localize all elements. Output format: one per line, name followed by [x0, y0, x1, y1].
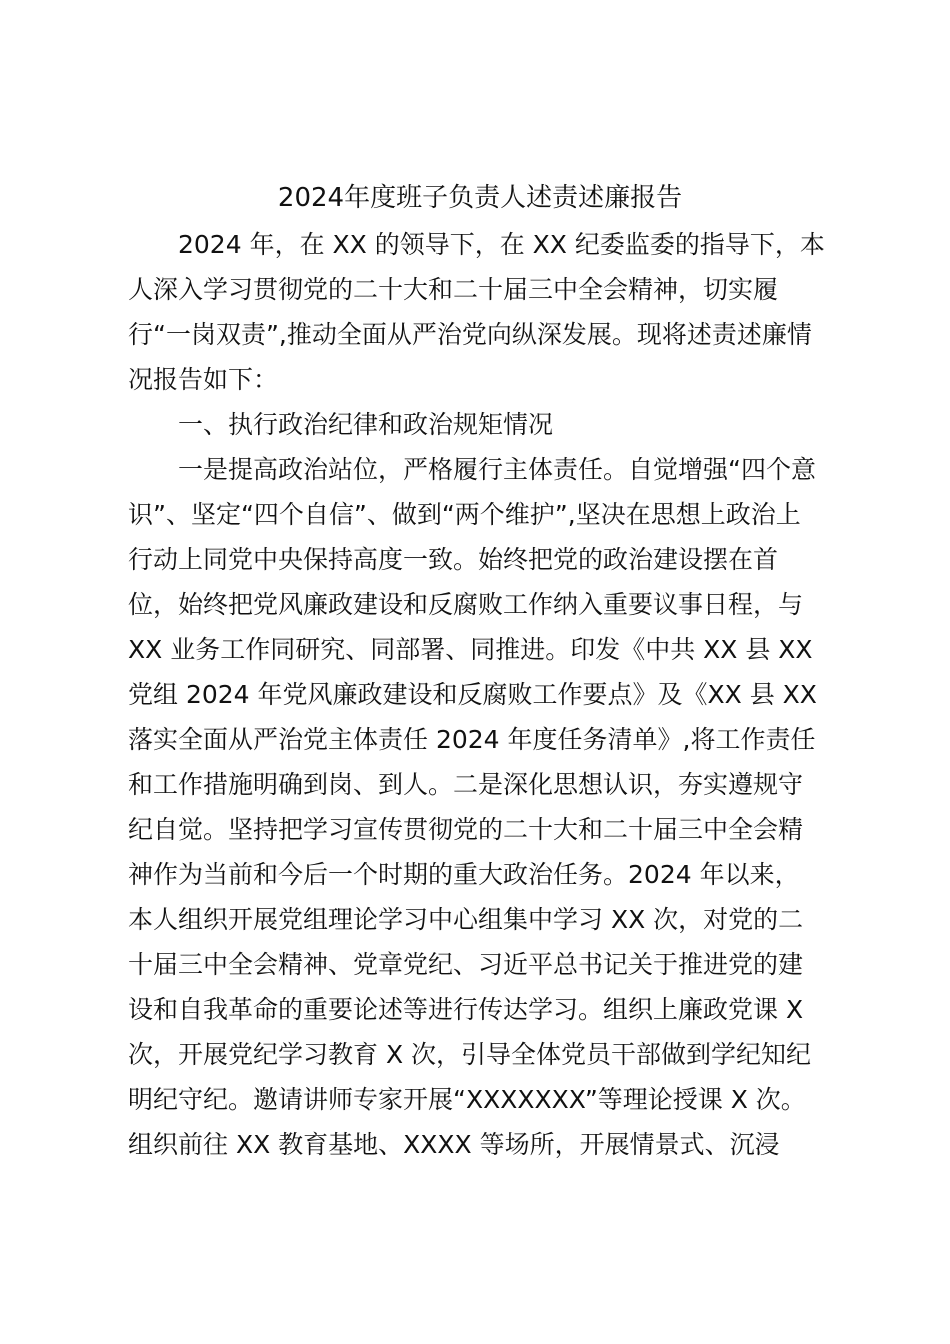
- paragraph-line: 纪自觉。坚持把学习宣传贯彻党的二十大和二十届三中全会精: [128, 815, 804, 844]
- paragraph-line: 设和自我革命的重要论述等进行传达学习。组织上廉政党课 X: [128, 995, 804, 1024]
- paragraph-line: 位，始终把党风廉政建设和反腐败工作纳入重要议事日程，与: [128, 590, 804, 619]
- paragraph-line: 本人组织开展党组理论学习中心组集中学习 XX 次，对党的二: [128, 905, 804, 934]
- paragraph-line: 2024 年，在 XX 的领导下，在 XX 纪委监委的指导下，本: [178, 230, 825, 259]
- paragraph-line: 次，开展党纪学习教育 X 次，引导全体党员干部做到学纪知纪: [128, 1040, 812, 1069]
- paragraph-line: 神作为当前和今后一个时期的重大政治任务。2024 年以来，: [128, 860, 800, 889]
- paragraph-line: 十届三中全会精神、党章党纪、习近平总书记关于推进党的建: [128, 950, 804, 979]
- section-heading: 一、执行政治纪律和政治规矩情况: [178, 410, 554, 439]
- paragraph-line: 行动上同党中央保持高度一致。始终把党的政治建设摆在首: [128, 545, 779, 574]
- paragraph-line: 识”、坚定“四个自信”、做到“两个维护”,坚决在思想上政治上: [128, 500, 801, 529]
- paragraph-line: 况报告如下：: [128, 365, 279, 394]
- paragraph-line: 党组 2024 年党风廉政建设和反腐败工作要点》及《XX 县 XX: [128, 680, 817, 709]
- paragraph-line: 一是提高政治站位，严格履行主体责任。自觉增强“四个意: [178, 455, 816, 484]
- paragraph-line: 和工作措施明确到岗、到人。二是深化思想认识，夯实遵规守: [128, 770, 804, 799]
- document-title: 2024年度班子负责人述责述廉报告: [277, 183, 683, 213]
- paragraph-line: 组织前往 XX 教育基地、XXXX 等场所，开展情景式、沉浸: [128, 1130, 780, 1159]
- paragraph-line: XX 业务工作同研究、同部署、同推进。印发《中共 XX 县 XX: [128, 635, 813, 664]
- paragraph-line: 明纪守纪。邀请讲师专家开展“XXXXXXX”等理论授课 X 次。: [128, 1085, 806, 1114]
- paragraph-line: 行“一岗双责”,推动全面从严治党向纵深发展。现将述责述廉情: [128, 320, 812, 349]
- paragraph-line: 落实全面从严治党主体责任 2024 年度任务清单》,将工作责任: [128, 725, 816, 754]
- paragraph-line: 人深入学习贯彻党的二十大和二十届三中全会精神，切实履: [128, 275, 779, 304]
